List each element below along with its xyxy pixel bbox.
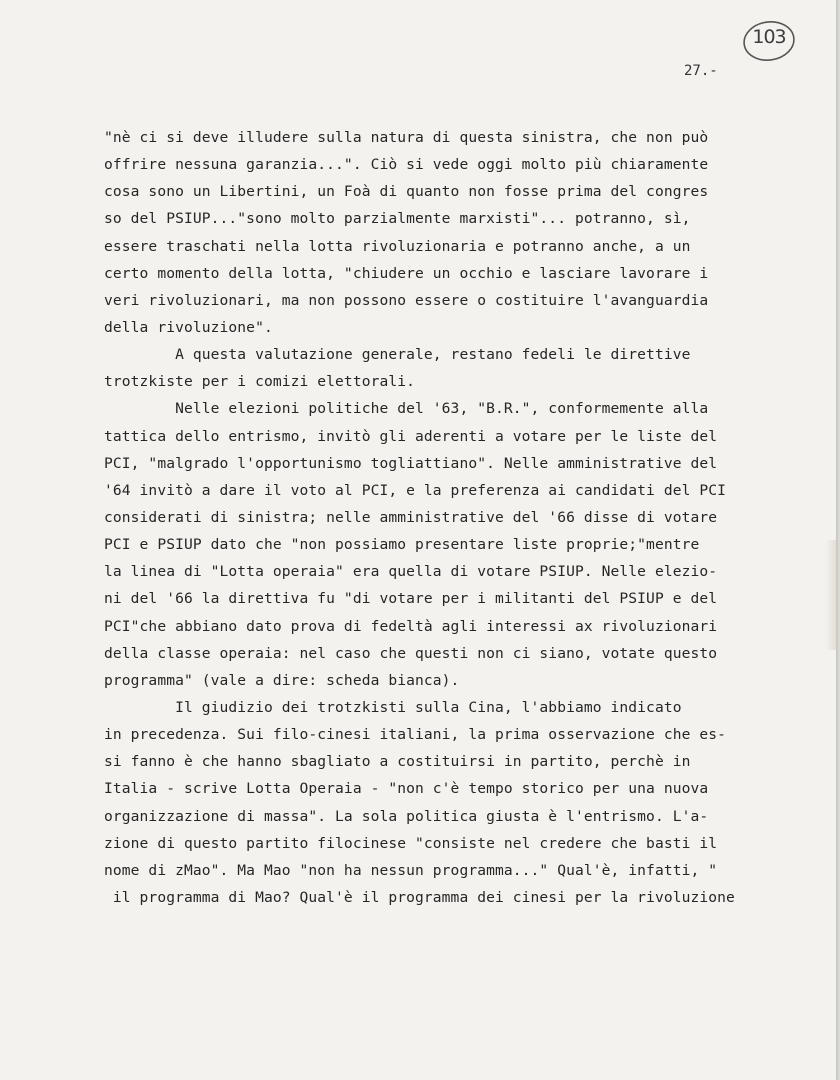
text-line: '64 invitò a dare il voto al PCI, e la preferenza ai candidati del PCI bbox=[104, 481, 727, 499]
page-number: 27.- bbox=[684, 63, 718, 79]
stamp-number: 103 bbox=[752, 26, 786, 48]
text-line: Il giudizio dei trotzkisti sulla Cina, l'abbiamo indicato bbox=[104, 698, 682, 716]
text-line: essere traschati nella lotta rivoluzionaria e potranno anche, a un bbox=[104, 237, 691, 255]
archive-page-stamp bbox=[741, 18, 797, 64]
text-line: considerati di sinistra; nelle amministrative del '66 disse di votare bbox=[104, 508, 718, 526]
text-line: della rivoluzione". bbox=[104, 318, 273, 336]
text-line: PCI, "malgrado l'opportunismo togliattiano". Nelle amministrative del bbox=[104, 454, 718, 472]
paper-stain bbox=[826, 540, 838, 650]
text-line: si fanno è che hanno sbagliato a costituirsi in partito, perchè in bbox=[104, 753, 691, 771]
text-line: PCI"che abbiano dato prova di fedeltà agli interessi ax rivoluzionari bbox=[104, 617, 718, 635]
text-line: Nelle elezioni politiche del '63, "B.R.", conformemente alla bbox=[104, 400, 709, 418]
text-line: della classe operaia: nel caso che questi non ci siano, votate questo bbox=[104, 644, 718, 662]
text-line: so del PSIUP..."sono molto parzialmente marxisti"... potranno, sì, bbox=[104, 210, 691, 228]
text-line: offrire nessuna garanzia...". Ciò si vede oggi molto più chiaramente bbox=[104, 156, 709, 174]
text-line: trotzkiste per i comizi elettorali. bbox=[104, 373, 416, 391]
text-line: PCI e PSIUP dato che "non possiamo presentare liste proprie;"mentre bbox=[104, 536, 700, 554]
text-line: nome di zMao". Ma Mao "non ha nessun programma..." Qual'è, infatti, " bbox=[104, 861, 718, 879]
text-line: A questa valutazione generale, restano fedeli le direttive bbox=[104, 346, 691, 364]
text-line: ni del '66 la direttiva fu "di votare per i militanti del PSIUP e del bbox=[104, 590, 718, 608]
text-line: Italia - scrive Lotta Operaia - "non c'è tempo storico per una nuova bbox=[104, 780, 709, 798]
text-line: cosa sono un Libertini, un Foà di quanto non fosse prima del congres bbox=[104, 183, 709, 201]
text-line: organizzazione di massa". La sola politica giusta è l'entrismo. L'a- bbox=[104, 807, 709, 825]
text-line: certo momento della lotta, "chiudere un occhio e lasciare lavorare i bbox=[104, 264, 709, 282]
text-line: programma" (vale a dire: scheda bianca). bbox=[104, 671, 460, 689]
text-line: tattica dello entrismo, invitò gli aderenti a votare per le liste del bbox=[104, 427, 718, 445]
text-line: in precedenza. Sui filo-cinesi italiani, la prima osservazione che es- bbox=[104, 726, 727, 744]
text-line: "nè ci si deve illudere sulla natura di questa sinistra, che non può bbox=[104, 129, 709, 146]
text-line: il programma di Mao? Qual'è il programma dei cinesi per la rivoluzione bbox=[104, 888, 735, 906]
text-line: zione di questo partito filocinese "consiste nel credere che basti il bbox=[104, 834, 718, 852]
typed-body-text bbox=[104, 124, 819, 911]
text-line: veri rivoluzionari, ma non possono essere o costituire l'avanguardia bbox=[104, 291, 709, 309]
text-line: la linea di "Lotta operaia" era quella di votare PSIUP. Nelle elezio- bbox=[104, 563, 718, 581]
